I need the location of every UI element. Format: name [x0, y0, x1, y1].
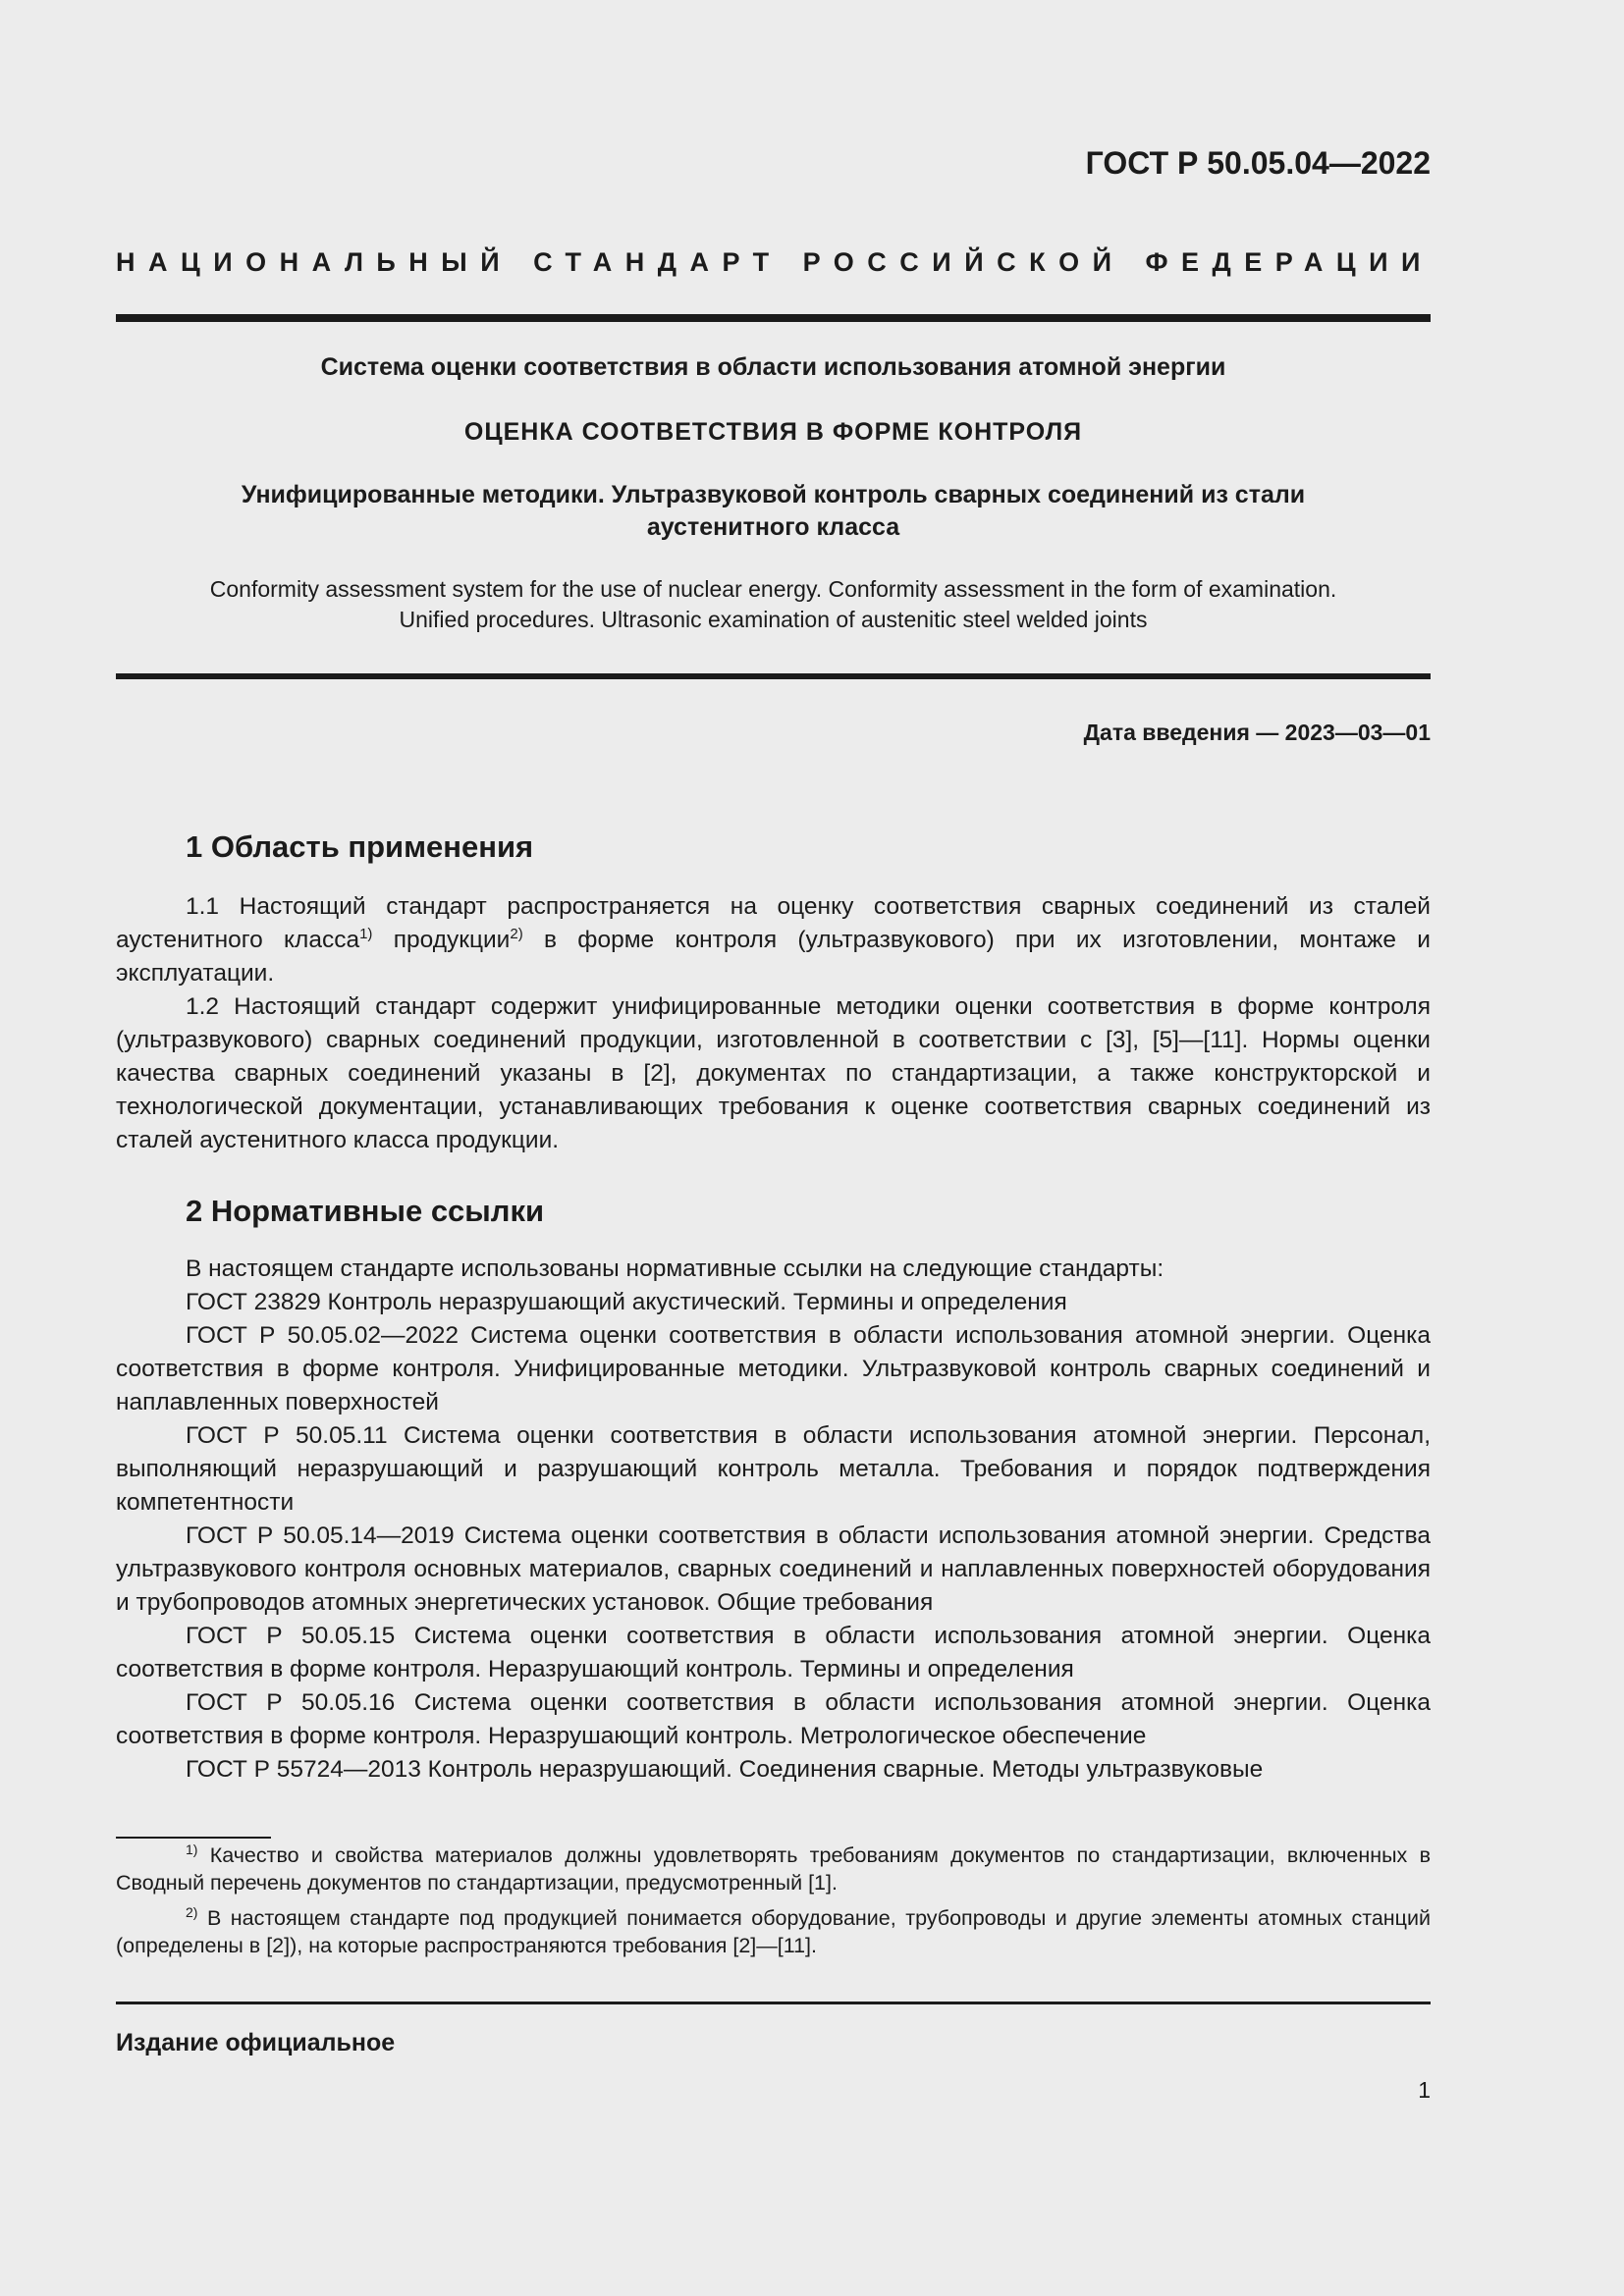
section-2-heading: 2 Нормативные ссылки: [186, 1194, 545, 1228]
footnote-1-text: Качество и свойства материалов должны удовлетворять требованиям документов по стандартизации, включенных в Сводный перечень документов по стандартизации, предусмотренный [1].: [116, 1843, 1431, 1895]
standard-title: [116, 247, 1434, 278]
reference-item: ГОСТ Р 50.05.15 Система оценки соответствия в области использования атомной энергии. Оценка соответствия в форме контроля. Неразрушающий контроль. Термины и определения: [116, 1623, 1431, 1682]
paragraph-1-1: [116, 890, 1431, 990]
subtitle: [116, 479, 1431, 544]
footnote-separator: [116, 1837, 271, 1839]
footnote-1-mark: 1): [186, 1842, 198, 1857]
references-intro: В настоящем стандарте использованы нормативные ссылки на следующие стандарты:: [186, 1255, 1164, 1282]
reference-item: ГОСТ Р 50.05.16 Система оценки соответствия в области использования атомной энергии. Оценка соответствия в форме контроля. Неразрушающий контроль. Метрологическое обеспечение: [116, 1689, 1431, 1749]
footnote-2-text: В настоящем стандарте под продукцией понимается оборудование, трубопроводы и другие элементы атомных станций (определены в [2]), на которые распространяются требования [2]—[11].: [116, 1906, 1431, 1957]
paragraph-1-1-part-b: продукции: [372, 927, 511, 953]
official-edition-label: Издание официальное: [116, 2029, 396, 2056]
footnotes: [116, 1842, 1431, 1967]
section-2-body: [116, 1253, 1431, 1787]
reference-item: ГОСТ Р 50.05.11 Система оценки соответствия в области использования атомной энергии. Персонал, выполняющий неразрушающий и разрушающий контроль металла. Требования и порядок подтверждения компетентности: [116, 1422, 1431, 1516]
footnote-1: [116, 1842, 1431, 1896]
footnote-2-mark: 2): [186, 1904, 198, 1920]
english-title: [116, 574, 1431, 635]
reference-item: ГОСТ Р 55724—2013 Контроль неразрушающий. Соединения сварные. Методы ультразвуковые: [186, 1756, 1264, 1783]
system-title: Система оценки соответствия в области использования атомной энергии: [320, 353, 1226, 381]
english-title-line-2: Unified procedures. Ultrasonic examination of austenitic steel welded joints: [399, 607, 1148, 632]
footnote-ref-1: 1): [359, 926, 373, 942]
footnote-ref-2: 2): [510, 926, 523, 942]
reference-item: ГОСТ Р 50.05.14—2019 Система оценки соответствия в области использования атомной энергии. Средства ультразвукового контроля основных материалов, сварных соединений и наплавленных поверхностей оборудования и трубопроводов атомных энергетических установок. Общие требования: [116, 1522, 1431, 1616]
reference-item: ГОСТ Р 50.05.02—2022 Система оценки соответствия в области использования атомной энергии. Оценка соответствия в форме контроля. Унифицированные методики. Ультразвуковой контроль сварных соединений и наплавленных поверхностей: [116, 1322, 1431, 1415]
subtitle-line-1: Унифицированные методики. Ультразвуковой контроль сварных соединений из стали: [241, 481, 1306, 508]
paragraph-1-1-part-a: 1.1 Настоящий стандарт распространяется на оценку соответствия сварных соединений из сталей аустенитного класса: [116, 893, 1431, 953]
top-rule: [116, 314, 1431, 322]
section-1-heading: 1 Область применения: [186, 829, 534, 864]
main-title: ОЦЕНКА СООТВЕТСТВИЯ В ФОРМЕ КОНТРОЛЯ: [463, 418, 1083, 446]
english-title-line-1: Conformity assessment system for the use of nuclear energy. Conformity assessment in the form of examination.: [209, 576, 1337, 602]
reference-item: ГОСТ 23829 Контроль неразрушающий акустический. Термины и определения: [186, 1289, 1067, 1315]
footnote-2: [116, 1904, 1431, 1959]
subtitle-line-2: аустенитного класса: [646, 513, 900, 541]
page-number: 1: [1418, 2077, 1431, 2103]
paragraph-1-1-part-c: в форме контроля (ультразвукового) при их изготовлении, монтаже и эксплуатации.: [116, 927, 1431, 987]
introduction-date: Дата введения — 2023—03—01: [1083, 720, 1431, 745]
paragraph-1-2: 1.2 Настоящий стандарт содержит унифицированные методики оценки соответствия в форме контроля (ультразвукового) сварных соединений продукции, изготовленной в соответствии с [3], [5]—[11]. Нормы оценки качества сварных соединений указаны в [2], документах по стандартизации, а также конструкторской и технологической документации, устанавливающих требования к оценке соответствия сварных соединений из сталей аустенитного класса продукции.: [116, 993, 1431, 1153]
standard-title-text: НАЦИОНАЛЬНЫЙ СТАНДАРТ РОССИЙСКОЙ ФЕДЕРАЦИИ: [116, 247, 1434, 277]
doc-code: ГОСТ Р 50.05.04—2022: [1085, 145, 1431, 181]
footer-rule: [116, 2002, 1431, 2004]
title-bottom-rule: [116, 673, 1431, 679]
section-1-body: [116, 890, 1431, 1157]
